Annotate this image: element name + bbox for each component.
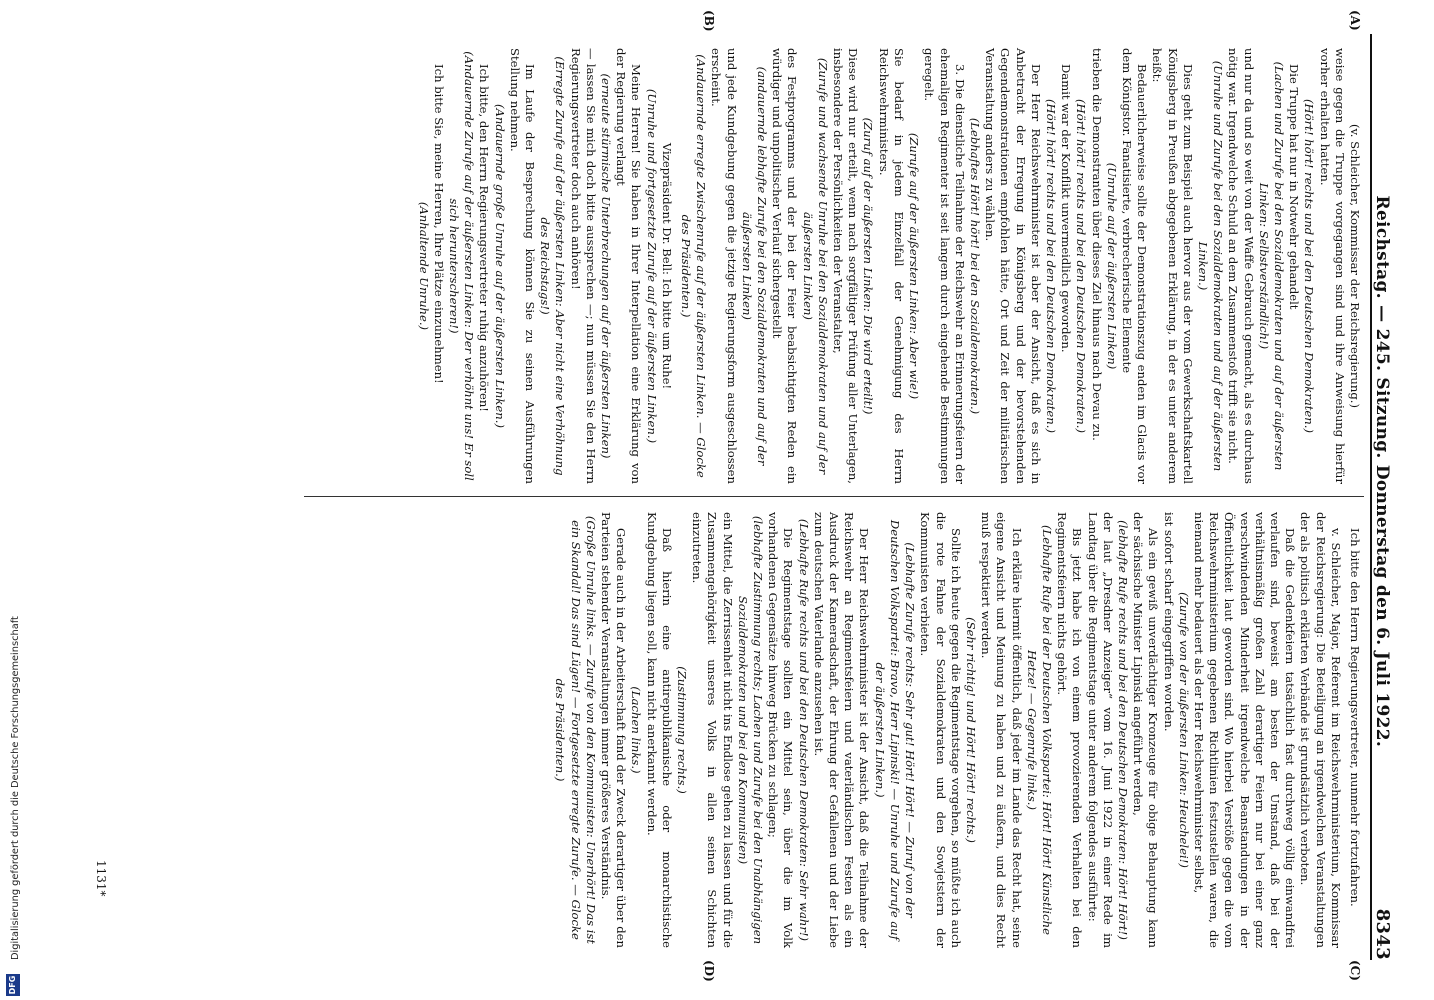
page-content <box>62 0 1434 1000</box>
interjection: (Zurufe von der äußersten Linken: Heuchelei!) <box>1176 592 1191 868</box>
interjection: (Hört! hört! rechts und bei den Deutschen Demokraten.) <box>1302 99 1317 433</box>
interjection: (Lebhafte Rufe rechts und bei den Deutschen Demokraten: Sehr wahr!) <box>796 518 811 942</box>
interjection: (Unruhe und fortgesetzte Zurufe auf der äußersten Linken.) <box>644 88 659 444</box>
paragraph-continuation: trieben die Demonstranten über dieses Ziel hinaus nach Devau zu. <box>1089 48 1104 441</box>
interjection: (Erregte Zurufe auf der äußersten Linken: Aber nicht eine Verhöhnung des Reichstags!) <box>538 56 568 476</box>
dfg-logo-icon: DFG <box>6 974 20 996</box>
interjection: (Unruhe und Zurufe bei den Sozialdemokraten und auf der äußersten Linken.) <box>1195 60 1226 472</box>
sidebar-rotated <box>2 0 22 1000</box>
interjection: (lebhafte Rufe rechts und bei den Deutschen Demokraten: Hört! Hört!) <box>1115 520 1130 940</box>
interjection: (Anhaltende Unruhe.) <box>416 201 431 331</box>
paragraph: Die Truppe hat nur in Notwehr gehandelt <box>1287 64 1302 310</box>
paragraph: Gerade auch in der Arbeiterschaft fand der Zweck derartiger über den Parteien stehender Veranstaltungen immer größeres Verständnis. <box>599 512 629 948</box>
paragraph-continuation: Diese wird nur erteilt, wenn nach sorgfältiger Prüfung aller Unterlagen, insbesondere der Persönlichkeiten der Veranstalter, <box>831 48 861 484</box>
paragraph: Ich bitte, den Herrn Regierungsvertreter ruhig anzuhören! <box>477 64 492 412</box>
interjection: (Andauernde große Unruhe auf der äußersten Linken.) <box>492 104 507 428</box>
interjection: (lebhafte Zustimmung rechts; Lachen und Zurufe bei den Unabhängigen Sozialdemokraten und bei den Kommunisten) <box>735 515 766 945</box>
interjection: (Sehr richtig! und Hört! Hört! rechts.) <box>963 617 978 843</box>
interjection: (Hört! hört! rechts und bei den Deutschen Demokraten.) <box>1074 99 1089 433</box>
interjection: (Lachen links.) <box>629 686 644 774</box>
paragraph-continuation: — lassen Sie mich doch bitte aussprechen —; nun müssen Sie den Herrn Regierungsvertreter doch auch anhören! <box>568 48 598 484</box>
paragraph: Damit war der Konflikt unvermeidlich geworden. <box>1059 64 1074 353</box>
paragraph: v. Schleicher, Major, Referent im Reichswehrministerium, Kommissar der Reichsregierung: Die Beteiligung an irgendwelchen Veranstaltungen der als politisch erklärten Verbände ist grundsätzlich verboten. <box>1298 512 1343 948</box>
interjection: (Hört! hört! rechts und bei den Deutschen Demokraten.) <box>1043 99 1058 433</box>
left-column <box>415 48 1362 484</box>
header-page-number: 8343 <box>1372 908 1393 960</box>
interjection: (Lebhafte Rufe bei der Deutschen Volkspartei: Hört! Hört! Künstliche Hetze! — Gegenrufe links.) <box>1024 525 1054 935</box>
paragraph: Bis jetzt habe ich von einem provozierenden Verhalten bei den Regimentsfeiern nichts gehört. <box>1055 512 1085 948</box>
interjection: (Zustimmung rechts.) <box>675 666 690 794</box>
interjection: (erneute stürmische Unterbrechungen auf der äußersten Linken) <box>599 73 614 459</box>
paragraph-continuation: und nur da und so weit von der Waffe Gebrauch gemacht, als es durchaus nötig war. Irgendwelche Schuld an dem Zusammenstoß trifft sie nicht. <box>1226 48 1256 484</box>
column-divider <box>304 496 1364 497</box>
paragraph: Die Regimentstage sollten ein Mittel sein, über die im Volk vorhandenen Gegensätze hinweg Brücken zu schlagen; <box>766 512 796 948</box>
paragraph-continuation: Sie bedarf in jedem Einzelfall der Genehmigung des Herrn Reichswehrministers. <box>876 48 906 484</box>
interjection: (Zurufe und wachsende Unruhe bei den Sozialdemokraten und auf der äußersten Linken) <box>800 57 830 475</box>
interjection: (Große Unruhe links. — Zurufe von den Kommunisten: Unerhört! Das ist ein Skandal! Das sind Lügen! — Fortgesetzte erregte Zurufe. — Glocke des Präsidenten.) <box>553 515 598 945</box>
interjection: Vizepräsident Dr. Bell: Ich bitte um Ruhe! <box>659 142 674 390</box>
interjection: (Andauernde Zurufe auf der äußersten Linken: Der verhöhnt uns! Er soll sich herunterscheren!) <box>447 51 477 481</box>
paragraph: Der Herr Reichswehrminister ist der Ansicht, daß die Teilnahme der Reichswehr an Regimentsfeiern und vaterländischen Festen als ein Ausdruck der Kameradschaft, der Ehrung der Gefallenen und der Liebe zum deutschen Vaterlande anzusehen ist. <box>811 512 872 948</box>
paragraph-continuation: ein Mittel, die Zerrissenheit nicht ins Endlose gehen zu lassen und für die Zusammengehörigkeit unseres Volks in allen seinen Schichten einzutreten. <box>690 512 735 948</box>
paragraph: Meine Herren! Sie haben in Ihrer Interpellation eine Erklärung von der Regierung verlangt <box>614 48 644 484</box>
paragraph: Sollte ich heute gegen die Regimentstage vorgehen, so müßte ich auch die rote Fahne der Sozialdemokraten und den Sowjetstern der Kommunisten verbieten. <box>918 512 963 948</box>
paragraph: Ich bitte Sie, meine Herren, Ihre Plätze einzunehmen! <box>431 64 446 384</box>
margin-marker-a: (A) <box>1348 10 1362 31</box>
paragraph-continuation: weise gegen die Truppe vorgegangen sind und ihre Anweisung hierfür vorher erhalten hatten. <box>1317 48 1347 484</box>
interjection: (Lachen und Zurufe bei den Sozialdemokraten und auf der äußersten Linken: Selbstverständlich!) <box>1256 61 1286 471</box>
paragraph-continuation: des Festprogramms und der bei der Feier beabsichtigten Reden ein würdiger und unpolitischer Verlauf sichergestellt <box>770 48 800 484</box>
interjection: (Zuruf auf der äußersten Linken: Die wird erteilt!) <box>861 117 876 415</box>
interjection: (andauernde lebhafte Zurufe bei den Sozialdemokraten und auf der äußersten Linken) <box>739 66 770 466</box>
funding-note: Digitalisierung gefördert durch die Deutsche Forschungsgemeinschaft <box>10 616 21 960</box>
paragraph: Bedauerlicherweise sollte der Demonstrationszug enden im Glacis vor dem Königstor. Fanatisierte, verbrecherische Elemente <box>1119 48 1150 484</box>
paragraph: Daß hierin eine antirepublikanische oder monarchistische Kundgebung liegen soll, kann nicht anerkannt werden. <box>644 512 674 948</box>
paragraph: Im Laufe der Besprechung können Sie zu seinen Ausführungen Stellung nehmen. <box>507 48 538 484</box>
margin-marker-d: (D) <box>702 960 716 982</box>
paragraph-continuation: und jede Kundgebung gegen die jetzige Regierungsform ausgeschlossen erscheint. <box>709 48 739 484</box>
header-title: Reichstag. — 245. Sitzung. Donnerstag den 6. Juli 1922. <box>1372 195 1392 748</box>
paragraph: Der Herr Reichswehrminister ist aber der Ansicht, daß es sich in Anbetracht der Erregung in Königsberg und der bevorstehenden Gegendemonstrationen empfohlen hätte, Ort und Zeit der militärischen Veranstaltung anders zu wählen. <box>983 48 1043 484</box>
paragraph: Ich bitte den Herrn Regierungsvertreter, nunmehr fortzufahren. <box>1348 528 1362 907</box>
paragraph: Daß die Gedenkfeiern tatsächlich fast durchweg völlig einwandfrei verlaufen sind, beweist am besten der Umstand, daß bei der verhältnismäßig großen Zahl derartiger Feiern nur bei einer ganz verschwindenden Minderheit irgendwelche Beanstandungen in der Öffentlichkeit laut geworden sind. Wo hierbei Verstöße gegen die vom Reichswehrministerium gegebenen Richtlinien festzustellen waren, die niemand mehr bedauert als der Herr Reichswehrminister selbst, <box>1191 512 1298 948</box>
interjection: (Unruhe auf der äußersten Linken) <box>1104 162 1119 370</box>
interjection: (Lebhaftes Hört! hört! bei den Sozialdemokraten.) <box>967 117 982 415</box>
interjection: (Lebhafte Zurufe rechts: Sehr gut! Hört! Hört! — Zuruf von der Deutschen Volkspartei: Bravo, Herr Lipinski! — Unruhe und Zurufe auf der äußersten Linken.) <box>872 519 918 941</box>
margin-marker-c: (C) <box>1348 960 1362 981</box>
page-header <box>1370 34 1406 960</box>
footer-page-code: 1131* <box>94 860 108 897</box>
interjection: (v. Schleicher, Kommissar der Reichsregierung.) <box>1348 124 1362 408</box>
paragraph: Als ein gewiß unverdächtiger Kronzeuge für obige Behauptung kann der sächsische Minister Lipinski angeführt werden, <box>1131 512 1161 948</box>
interjection: (Andauernde erregte Zwischenrufe auf der äußersten Linken. — Glocke des Präsidenten.) <box>679 54 709 478</box>
paragraph-continuation: der laut „Dresdner Anzeiger“ vom 16. Juni 1922 in einer Rede im Landtag über die Regimentstage unter anderem folgendes ausführte: <box>1085 512 1115 948</box>
paragraph-continuation: ist sofort scharf eingegriffen worden. <box>1161 512 1176 732</box>
paragraph: Dies geht zum Beispiel auch hervor aus der vom Gewerkschaftskartell Königsberg in Preußen abgegebenen Erklärung, in der es unter anderem heißt: <box>1150 48 1195 484</box>
paragraph: Ich erkläre hiermit öffentlich, daß jeder im Lande das Recht hat, seine eigene Ansicht und Meinung zu haben und zu äußern, und dies Recht muß respektiert werden. <box>979 512 1024 948</box>
right-column <box>552 512 1362 948</box>
paragraph: 3. Die dienstliche Teilnahme der Reichswehr an Erinnerungsfeiern der ehemaligen Regimenter ist seit langem durch eingehende Bestimmungen geregelt. <box>922 48 967 484</box>
margin-marker-b: (B) <box>702 10 716 32</box>
interjection: (Zurufe auf der äußersten Linken: Aber wie!) <box>907 132 922 400</box>
